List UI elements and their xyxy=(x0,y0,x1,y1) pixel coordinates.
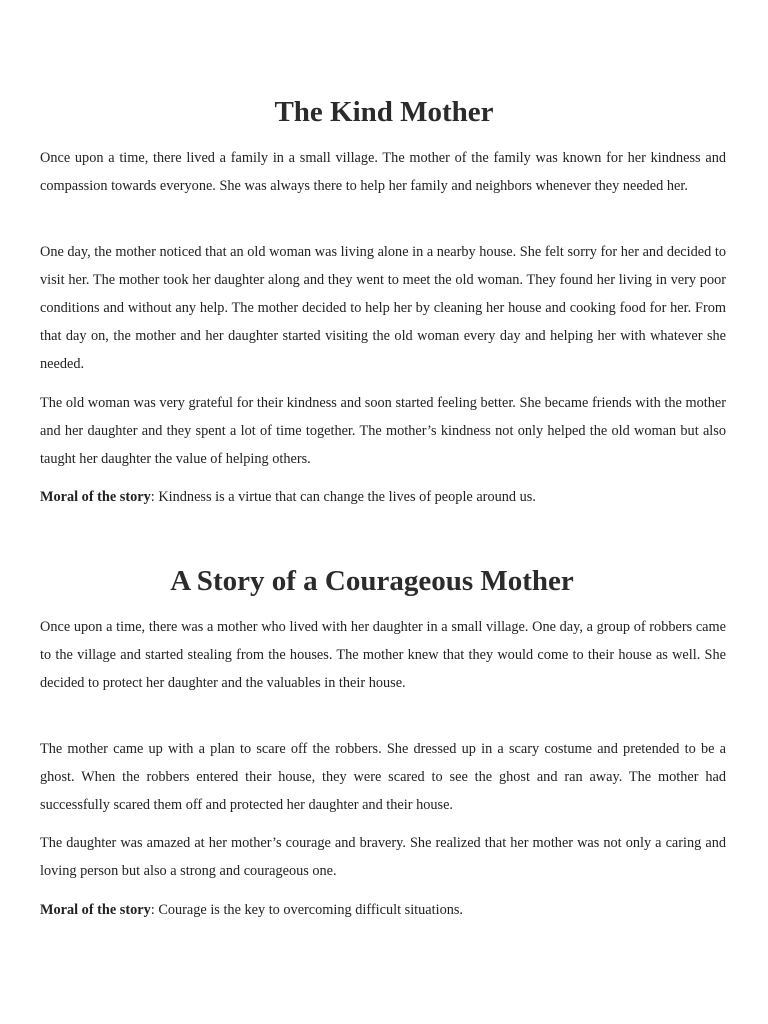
story-2-moral xyxy=(40,896,726,924)
story-1-title: The Kind Mother xyxy=(274,96,494,128)
story-2-paragraph-3: The daughter was amazed at her mother’s courage and bravery. She realized that her mother was not only a caring and loving person but also a strong and courageous one. xyxy=(40,835,726,879)
story-2-paragraph-2: The mother came up with a plan to scare off the robbers. She dressed up in a scary costume and pretended to be a ghost. When the robbers entered their house, they were scared to see the ghost and ran away. The mother had successfully scared them off and protected her daughter and their house. xyxy=(40,741,726,813)
story-1-paragraph-3: The old woman was very grateful for their kindness and soon started feeling better. She became friends with the mother and her daughter and they spent a lot of time together. The mother’s kindness not only helped the old woman but also taught her daughter the value of helping others. xyxy=(40,395,726,467)
moral-label: Moral of the story xyxy=(40,489,151,505)
story-1-paragraph-1: Once upon a time, there lived a family in a small village. The mother of the family was known for her kindness and compassion towards everyone. She was always there to help her family and neighbors whenever they needed her. xyxy=(40,150,726,194)
story-1-moral xyxy=(40,483,726,511)
story-1-paragraph-2: One day, the mother noticed that an old woman was living alone in a nearby house. She felt sorry for her and decided to visit her. The mother took her daughter along and they went to meet the old woman. They found her living in very poor conditions and without any help. The mother decided to help her by cleaning her house and cooking food for her. From that day on, the mother and her daughter started visiting the old woman every day and helping her with whatever she needed. xyxy=(40,244,726,372)
story-2-title: A Story of a Courageous Mother xyxy=(170,565,574,597)
story-2-paragraph-1: Once upon a time, there was a mother who lived with her daughter in a small village. One day, a group of robbers came to the village and started stealing from the houses. The mother knew that they would come to their house as well. She decided to protect her daughter and the valuables in their house. xyxy=(40,619,726,691)
moral-text: : Kindness is a virtue that can change the lives of people around us. xyxy=(150,489,536,505)
moral-label: Moral of the story xyxy=(40,902,151,918)
moral-text: : Courage is the key to overcoming difficult situations. xyxy=(150,902,464,918)
